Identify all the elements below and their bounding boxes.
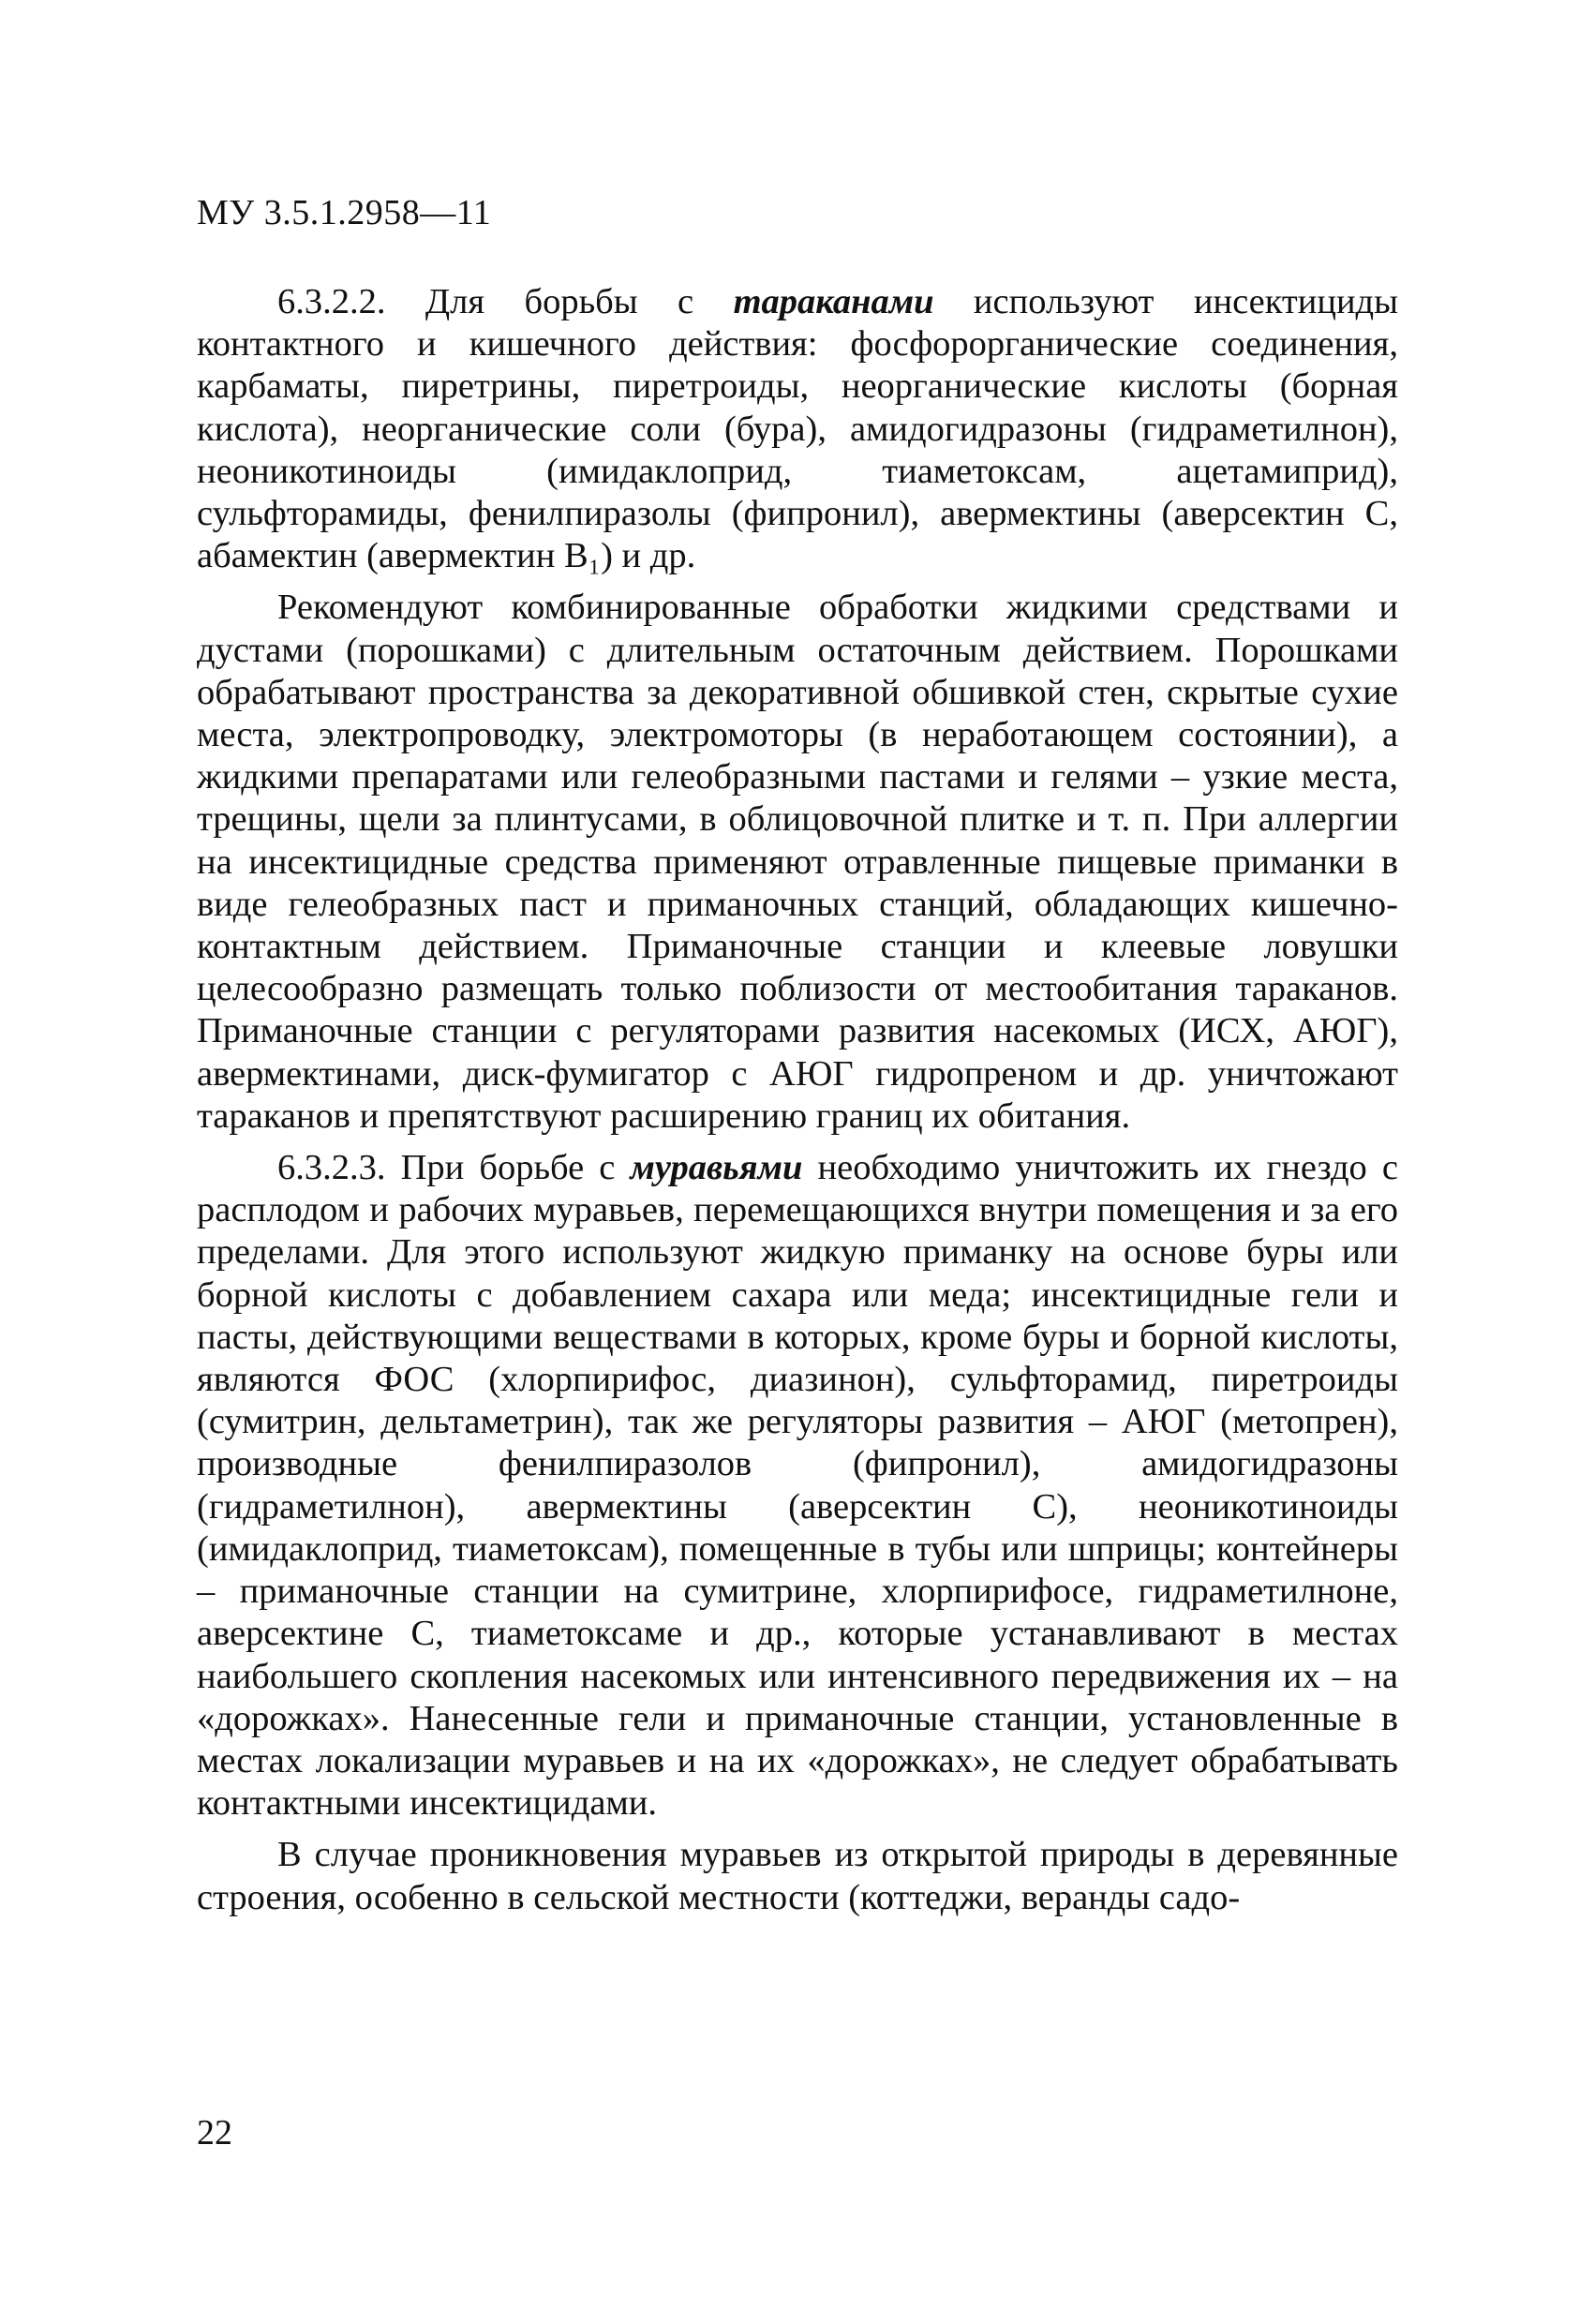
emphasis-term: тараканами (733, 282, 934, 321)
document-body (197, 281, 1398, 1929)
paragraph-text: 6.3.2.2. Для борьбы с (277, 282, 734, 321)
paragraph-ants-wooden-buildings (197, 1834, 1398, 1918)
paragraph-recommendations (197, 587, 1398, 1138)
paragraph-text: 6.3.2.3. При борьбе с (277, 1148, 631, 1188)
paragraph-cockroaches (197, 281, 1398, 577)
paragraph-text: используют инсектициды контактного и кишечного действия: фосфорорганические соединения, карбаматы, пиретрины, пиретроиды, неорганические кислоты (борная кислота), неорганические соли (бура), амидогидразоны (гидраметилнон), неоникотиноиды (имидаклоприд, тиаметоксам, ацетамиприд), сульфторамиды, фенилпиразолы (фипронил), авермектины (аверсектин С, абамектин (авермектин B₁) и др. (197, 282, 1399, 576)
document-header: МУ 3.5.1.2958—11 (197, 193, 492, 232)
paragraph-text: Рекомендуют комбинированные обработки жидкими средствами и дустами (порошками) с длительным остаточным действием. Порошками обрабатывают пространства за декоративной обшивкой стен, скрытые сухие места, электропроводку, электромоторы (в неработающем состоянии), а жидкими препаратами или гелеобразными пастами и гелями – узкие места, трещины, щели за плинтусами, в облицовочной плитке и т. п. При аллергии на инсектицидные средства применяют отравленные пищевые приманки в виде гелеобразных паст и приманочных станций, обладающих кишечно-контактным действием. Приманочные станции и клеевые ловушки целесообразно размещать только поблизости от местообитания тараканов. Приманочные станции с регуляторами развития насекомых (ИСХ, АЮГ), авермектинами, диск-фумигатор с АЮГ гидропреном и др. уничтожают тараканов и препятствуют расширению границ их обитания. (197, 588, 1398, 1136)
paragraph-text: В случае проникновения муравьев из открытой природы в деревянные строения, особенно в сельской местности (коттеджи, веранды садо- (197, 1835, 1398, 1917)
paragraph-text: необходимо уничтожить их гнездо с расплодом и рабочих муравьев, перемещающихся внутри помещения и за его пределами. Для этого используют жидкую приманку на основе буры или борной кислоты с добавлением сахара или меда; инсектицидные гели и пасты, действующими веществами в которых, кроме буры и борной кислоты, являются ФОС (хлорпирифос, диазинон), сульфторамид, пиретроиды (сумитрин, дельтаметрин), так же регуляторы развития – АЮГ (метопрен), производные фенилпиразолов (фипронил), амидогидразоны (гидраметилнон), авермектины (аверсектин С), неоникотиноиды (имидаклоприд, тиаметоксам), помещенные в тубы или шприцы; контейнеры – приманочные станции на сумитрине, хлорпирифосе, гидраметилноне, аверсектине С, тиаметоксаме и др., которые устанавливают в местах наибольшего скопления насекомых или интенсивного передвижения их – на «дорожках». Нанесенные гели и приманочные станции, установленные в местах локализации муравьев и на их «дорожках», не следует обрабатывать контактными инсектицидами. (197, 1148, 1399, 1824)
page-number: 22 (197, 2113, 232, 2153)
emphasis-term: муравьями (630, 1148, 803, 1188)
paragraph-ants (197, 1147, 1398, 1825)
